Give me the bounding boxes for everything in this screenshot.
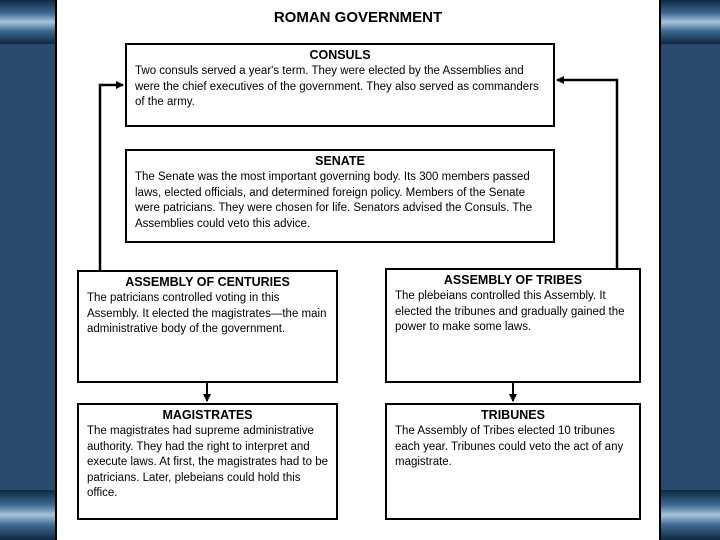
senate-box bbox=[125, 149, 555, 243]
arrow-tribes-to-consuls bbox=[557, 80, 617, 268]
diagram-page bbox=[55, 0, 661, 540]
tribunes-text: The Assembly of Tribes elected 10 tribunes each year. Tribunes could veto the act of any magistrate. bbox=[395, 425, 624, 468]
centuries-text: The patricians controlled voting in this Assembly. It elected the magistrates—the main administrative body of the government. bbox=[87, 292, 327, 335]
magistrates-box bbox=[77, 403, 338, 520]
centuries-heading: ASSEMBLY OF CENTURIES bbox=[125, 275, 290, 289]
tribunes-heading: TRIBUNES bbox=[481, 408, 545, 422]
arrow-centuries-to-consuls bbox=[100, 85, 123, 270]
assembly-of-tribes-box bbox=[385, 268, 641, 383]
consuls-box bbox=[125, 43, 555, 127]
magistrates-text: The magistrates had supreme administrative authority. They had the right to interpret and execute laws. At first, the magistrates had to be patricians. Later, plebeians could hold this office. bbox=[87, 425, 328, 499]
tribes-heading: ASSEMBLY OF TRIBES bbox=[443, 273, 583, 287]
assembly-of-centuries-box bbox=[77, 270, 338, 383]
tribunes-box bbox=[385, 403, 641, 520]
senate-text: The Senate was the most important governing body. Its 300 members passed laws, elected officials, and determined foreign policy. Members of the Senate were patricians. They were chosen for life. Senators advised the Consuls. The Assemblies could veto this advice. bbox=[135, 171, 533, 230]
senate-heading: SENATE bbox=[315, 154, 365, 168]
consuls-text: Two consuls served a year's term. They were elected by the Assemblies and were the chief executives of the government. They also served as commanders of the army. bbox=[135, 65, 539, 108]
tribes-text: The plebeians controlled this Assembly. It elected the tribunes and gradually gained the power to make some laws. bbox=[395, 290, 625, 333]
diagram-title: ROMAN GOVERNMENT bbox=[273, 9, 443, 26]
magistrates-heading: MAGISTRATES bbox=[162, 408, 253, 422]
consuls-heading: CONSULS bbox=[309, 48, 371, 62]
